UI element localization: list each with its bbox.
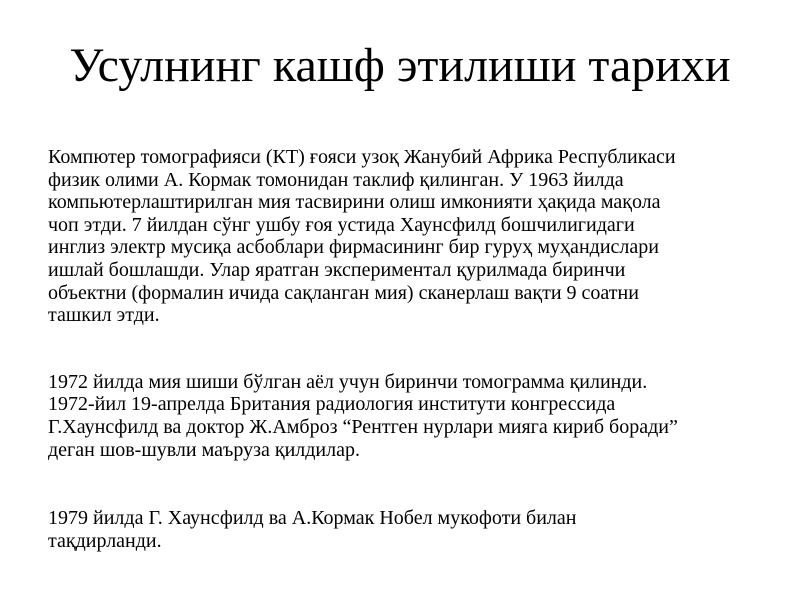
paragraph-first-tomogram: [48, 371, 778, 461]
paragraph-line: физик олими А. Кормак томонидан таклиф қилинган. У 1963 йилда: [48, 168, 624, 191]
paragraph-line: 1972-йил 19-апрелда Британия радиология институти конгрессида: [48, 393, 616, 416]
paragraph-line: объектни (формалин ичида сақланган мия) сканерлаш вақти 9 соатни: [48, 281, 639, 304]
paragraph-nobel-prize: [48, 507, 778, 552]
paragraph-line: деган шов-шувли маъруза қилдилар.: [48, 438, 360, 461]
paragraph-line: инглиз электр мусиқа асбоблари фирмасининг бир гуруҳ муҳандислари: [48, 236, 659, 259]
paragraph-line: компьютерлаштирилган мия тасвирини олиш имконияти ҳақида мақола: [48, 191, 661, 214]
paragraph-history-intro: [48, 146, 778, 327]
paragraph-line: тақдирланди.: [48, 529, 162, 552]
paragraph-line: Компютер томографияси (КТ) ғояси узоқ Жанубий Африка Республикаси: [48, 146, 676, 168]
paragraph-line: ташкил этди.: [48, 304, 160, 327]
paragraph-line: 1972 йилда мия шиши бўлган аёл учун биринчи томограмма қилинди.: [48, 370, 648, 393]
paragraph-line: 1979 йилда Г. Хаунсфилд ва А.Кормак Нобел мукофоти билан: [48, 507, 577, 530]
paragraph-line: ишлай бошлашди. Улар яратган экспериментал қурилмада биринчи: [48, 258, 626, 281]
paragraph-line: Г.Хаунсфилд ва доктор Ж.Амброз “Рентген нурлари мияга кириб боради”: [48, 415, 678, 438]
slide-title: Усулнинг кашф этилиши тарихи: [69, 39, 731, 92]
slide-body: [48, 146, 778, 552]
paragraph-line: чоп этди. 7 йилдан сўнг ушбу ғоя устида Хаунсфилд бошчилигидаги: [48, 213, 635, 236]
